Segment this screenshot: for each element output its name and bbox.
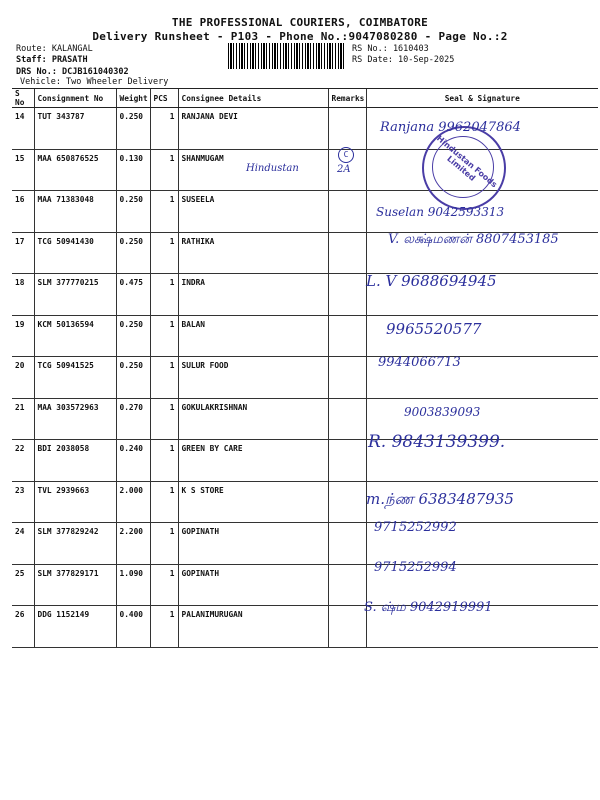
company-seal-stamp bbox=[422, 126, 506, 210]
consignment-number-cell: SLM 377770215 bbox=[34, 274, 116, 316]
sno-cell: 24 bbox=[12, 523, 34, 565]
pcs-cell: 1 bbox=[150, 274, 178, 316]
consignment-number-cell: MAA 71383048 bbox=[34, 191, 116, 233]
remarks-cell bbox=[328, 523, 366, 565]
sno-cell: 23 bbox=[12, 481, 34, 523]
col-header-weight: Weight bbox=[116, 89, 150, 108]
remarks-cell bbox=[328, 398, 366, 440]
consignee-name-cell: SHANMUGAM bbox=[178, 149, 328, 191]
sno-cell: 22 bbox=[12, 440, 34, 482]
remarks-cell bbox=[328, 481, 366, 523]
consignment-number-cell: BDI 2038058 bbox=[34, 440, 116, 482]
sno-cell: 14 bbox=[12, 108, 34, 150]
col-header-remarks: Remarks bbox=[328, 89, 366, 108]
weight-cell: 0.250 bbox=[116, 191, 150, 233]
consignee-name-cell: K S STORE bbox=[178, 481, 328, 523]
consignment-number-cell: TVL 2939663 bbox=[34, 481, 116, 523]
pcs-cell: 1 bbox=[150, 315, 178, 357]
table-row bbox=[12, 440, 598, 482]
remark-circle-mark: C bbox=[338, 147, 354, 163]
signature-row-20: 9944066713 bbox=[378, 355, 461, 370]
pcs-cell: 1 bbox=[150, 440, 178, 482]
consignment-number-cell: TUT 343787 bbox=[34, 108, 116, 150]
weight-cell: 2.200 bbox=[116, 523, 150, 565]
pcs-cell: 1 bbox=[150, 149, 178, 191]
consignment-number-cell: MAA 650876525 bbox=[34, 149, 116, 191]
weight-cell: 2.000 bbox=[116, 481, 150, 523]
signature-row-18: L. V 9688694945 bbox=[366, 272, 497, 290]
sno-cell: 26 bbox=[12, 606, 34, 648]
route-label: Route: KALANGAL bbox=[16, 44, 93, 54]
runsheet-table bbox=[12, 88, 598, 648]
signature-row-26: S. ஷ்ம 9042919991 bbox=[364, 600, 493, 615]
weight-cell: 0.250 bbox=[116, 315, 150, 357]
pcs-cell: 1 bbox=[150, 398, 178, 440]
signature-row-21: 9003839093 bbox=[404, 405, 481, 419]
pcs-cell: 1 bbox=[150, 606, 178, 648]
weight-cell: 0.270 bbox=[116, 398, 150, 440]
vehicle-label: Vehicle: Two Wheeler Delivery bbox=[20, 77, 169, 87]
remarks-cell bbox=[328, 564, 366, 606]
remarks-cell bbox=[328, 108, 366, 150]
remarks-cell bbox=[328, 440, 366, 482]
consignment-number-cell: MAA 303572963 bbox=[34, 398, 116, 440]
col-header-consignee: Consignee Details bbox=[178, 89, 328, 108]
signature-row-25: 9715252994 bbox=[374, 560, 457, 575]
table-row bbox=[12, 606, 598, 648]
weight-cell: 0.250 bbox=[116, 357, 150, 399]
consignee-name-cell: GOKULAKRISHNAN bbox=[178, 398, 328, 440]
staff-label: Staff: PRASATH bbox=[16, 55, 88, 65]
consignment-number-cell: SLM 377829171 bbox=[34, 564, 116, 606]
consignee-name-cell: GOPINATH bbox=[178, 564, 328, 606]
remark-note: Hindustan bbox=[246, 163, 299, 174]
signature-row-22: R. 9843139399. bbox=[368, 432, 506, 452]
table-row bbox=[12, 398, 598, 440]
table-row bbox=[12, 149, 598, 191]
consignee-name-cell: SULUR FOOD bbox=[178, 357, 328, 399]
pcs-cell: 1 bbox=[150, 232, 178, 274]
pcs-cell: 1 bbox=[150, 564, 178, 606]
consignee-name-cell: GREEN BY CARE bbox=[178, 440, 328, 482]
weight-cell: 0.240 bbox=[116, 440, 150, 482]
consignee-name-cell: SUSEELA bbox=[178, 191, 328, 233]
weight-cell: 0.250 bbox=[116, 232, 150, 274]
signature-row-19: 9965520577 bbox=[386, 320, 482, 338]
consignment-number-cell: TCG 50941430 bbox=[34, 232, 116, 274]
sno-cell: 19 bbox=[12, 315, 34, 357]
pcs-cell: 1 bbox=[150, 357, 178, 399]
weight-cell: 0.130 bbox=[116, 149, 150, 191]
consignee-name-cell: RANJANA DEVI bbox=[178, 108, 328, 150]
weight-cell: 1.090 bbox=[116, 564, 150, 606]
consignment-number-cell: TCG 50941525 bbox=[34, 357, 116, 399]
table-row bbox=[12, 357, 598, 399]
weight-cell: 0.400 bbox=[116, 606, 150, 648]
signature-row-17: V. லக்ஷ்மணன் 8807453185 bbox=[388, 232, 559, 247]
remarks-cell bbox=[328, 191, 366, 233]
sno-cell: 16 bbox=[12, 191, 34, 233]
barcode-image bbox=[228, 43, 346, 69]
seal-text: Hindustan Foods Limited bbox=[435, 133, 499, 190]
table-row bbox=[12, 274, 598, 316]
pcs-cell: 1 bbox=[150, 108, 178, 150]
company-title: THE PROFESSIONAL COURIERS, COIMBATORE bbox=[171, 16, 429, 29]
table-row bbox=[12, 523, 598, 565]
pcs-cell: 1 bbox=[150, 481, 178, 523]
sno-cell: 15 bbox=[12, 149, 34, 191]
weight-cell: 0.475 bbox=[116, 274, 150, 316]
table-row bbox=[12, 191, 598, 233]
consignee-name-cell: RATHIKA bbox=[178, 232, 328, 274]
col-header-consignment: Consignment No bbox=[34, 89, 116, 108]
signature-row-23: m.ந்ண 6383487935 bbox=[366, 490, 514, 508]
table-row bbox=[12, 564, 598, 606]
consignee-name-cell: PALANIMURUGAN bbox=[178, 606, 328, 648]
remarks-cell bbox=[328, 315, 366, 357]
signature-row-24: 9715252992 bbox=[374, 520, 457, 535]
sno-cell: 25 bbox=[12, 564, 34, 606]
table-row bbox=[12, 315, 598, 357]
remarks-cell bbox=[328, 357, 366, 399]
signature-row-16: Suselan 9042593313 bbox=[376, 205, 505, 219]
sno-cell: 17 bbox=[12, 232, 34, 274]
rs-number: RS No.: 1610403 bbox=[352, 44, 429, 54]
sno-cell: 18 bbox=[12, 274, 34, 316]
sno-cell: 20 bbox=[12, 357, 34, 399]
signature-row-14: Ranjana 9962047864 bbox=[380, 120, 521, 135]
consignment-number-cell: KCM 50136594 bbox=[34, 315, 116, 357]
consignment-number-cell: DDG 1152149 bbox=[34, 606, 116, 648]
runsheet-title: Delivery Runsheet - P103 - Phone No.:9047080280 - Page No.:2 bbox=[92, 30, 508, 43]
consignee-name-cell: GOPINATH bbox=[178, 523, 328, 565]
remarks-cell bbox=[328, 274, 366, 316]
remark-code: 2A bbox=[337, 164, 351, 175]
consignee-name-cell: INDRA bbox=[178, 274, 328, 316]
consignee-name-cell: BALAN bbox=[178, 315, 328, 357]
drs-number: DRS No.: DCJB161040302 bbox=[16, 67, 129, 77]
remarks-cell bbox=[328, 232, 366, 274]
table-header-row bbox=[12, 89, 598, 108]
pcs-cell: 1 bbox=[150, 191, 178, 233]
remarks-cell bbox=[328, 606, 366, 648]
pcs-cell: 1 bbox=[150, 523, 178, 565]
consignment-number-cell: SLM 377829242 bbox=[34, 523, 116, 565]
sno-cell: 21 bbox=[12, 398, 34, 440]
col-header-sno: S No bbox=[12, 89, 34, 108]
weight-cell: 0.250 bbox=[116, 108, 150, 150]
rs-date: RS Date: 10-Sep-2025 bbox=[352, 55, 455, 65]
col-header-signature: Seal & Signature bbox=[366, 89, 598, 108]
col-header-pcs: PCS bbox=[150, 89, 178, 108]
